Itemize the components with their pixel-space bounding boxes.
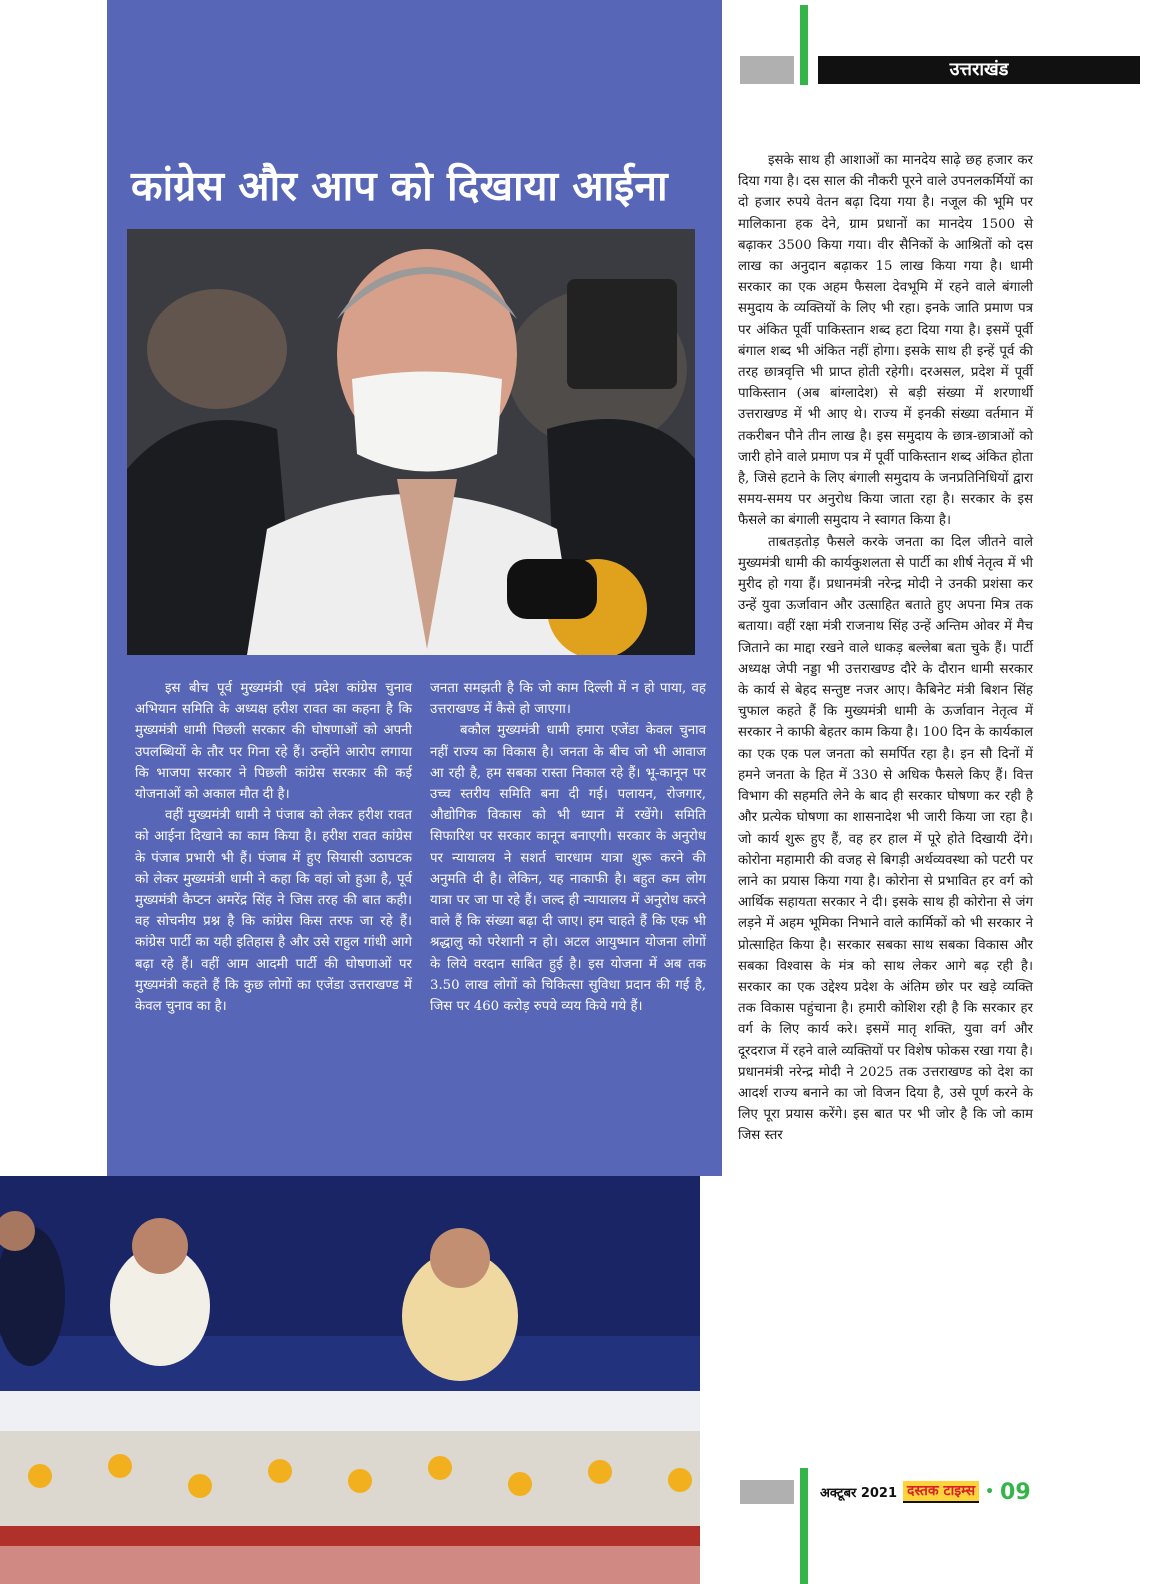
photo-stage-event-illustration xyxy=(0,1176,700,1584)
article-column-2 xyxy=(430,678,706,1017)
article-column-1 xyxy=(135,678,412,1017)
footer-green-rule xyxy=(800,1468,808,1584)
footer-separator: • xyxy=(985,1484,995,1500)
footer-date: अक्टूबर 2021 xyxy=(820,1486,898,1501)
col2-paragraph: बकौल मुख्यमंत्री धामी हमारा एजेंडा केवल चुनाव नहीं राज्य का विकास है। जनता के बीच जो भी आवाज आ रही है, हम सबका रास्ता निकाल रहे हैं। भू-कानून पर उच्च स्तरीय समिति बना दी गई। पलायन, रोजगार, औद्योगिक विकास को भी ध्यान में रखेंगे। समिति सिफारिश पर सरकार कानून बनाएगी। सरकार के अनुरोध पर न्यायालय ने सशर्त चारधाम यात्रा शुरू करने की अनुमति दी है। लेकिन, यह नाकाफी है। बहुत कम लोग यात्रा पर जा पा रहे हैं। जल्द ही न्यायालय में अनुरोध करने वाले हैं कि संख्या बढ़ा दी जाए। हम चाहते हैं कि एक भी श्रद्धालु को परेशानी न हो। अटल आयुष्मान योजना लोगों के लिये वरदान साबित हुई है। इस योजना में अब तक 3.50 लाख लोगों को चिकित्सा सुविधा प्रदान की गई है, जिस पर 460 करोड़ रुपये व्यय किये गये हैं। xyxy=(430,723,706,1015)
photo-leader-namaste-illustration xyxy=(127,229,695,655)
section-tag: उत्तराखंड xyxy=(818,56,1140,84)
photo-leader-namaste xyxy=(127,229,695,655)
footer-grey-block xyxy=(740,1480,794,1504)
col1-paragraph: वहीं मुख्यमंत्री धामी ने पंजाब को लेकर हरीश रावत को आईना दिखाने का काम किया है। हरीश रावत कांग्रेस के पंजाब प्रभारी भी हैं। पंजाब में हुए सियासी उठापटक को लेकर मुख्यमंत्री धामी ने कहा कि वहां जो हुआ है, पूर्व मुख्यमंत्री कैप्टन अमरेंद्र सिंह ने जिस तरह की बात कही। वह सोचनीय प्रश्न है कि कांग्रेस किस तरफ जा रहे हैं। कांग्रेस पार्टी का यही इतिहास है और उसे राहुल गांधी आगे बढ़ा रहे हैं। वहीं आम आदमी पार्टी की घोषणाओं पर मुख्यमंत्री कहते हैं कि कुछ लोगों का एजेंडा उत्तराखण्ड में केवल चुनाव का है। xyxy=(135,808,412,1015)
header-green-rule xyxy=(800,5,808,85)
col1-paragraph: इस बीच पूर्व मुख्यमंत्री एवं प्रदेश कांग्रेस चुनाव अभियान समिति के अध्यक्ष हरीश रावत का कहना है कि मुख्यमंत्री धामी पिछली सरकार की घोषणाओं को अपनी उपलब्धियों के तौर पर गिना रहे हैं। उन्होंने आरोप लगाया कि भाजपा सरकार ने पिछली कांग्रेस सरकार की कई योजनाओं को अकाल मौत दी है। xyxy=(135,681,412,803)
footer xyxy=(820,1480,1031,1504)
col2-paragraph: जनता समझती है कि जो काम दिल्ली में न हो पाया, वह उत्तराखण्ड में कैसे हो जाएगा। xyxy=(430,681,706,718)
col3-paragraph: इसके साथ ही आशाओं का मानदेय साढ़े छह हजार कर दिया गया है। दस साल की नौकरी पूरने वाले उपनलकर्मियों का दो हजार रुपये वेतन बढ़ा दिया गया है। नजूल की भूमि पर मालिकाना हक देने, ग्राम प्रधानों का मानदेय 1500 से बढ़ाकर 3500 किया गया। वीर सैनिकों के आश्रितों को दस लाख का अनुदान बढ़ाकर 15 लाख किया गया है। धामी सरकार का एक अहम फैसला देवभूमि में रहने वाले बंगाली समुदाय के व्यक्तियों के लिए भी रहा। इनके जाति प्रमाण पत्र पर अंकित पूर्वी पाकिस्तान शब्द हटा दिया गया है। इसमें पूर्वी बंगाल शब्द भी अंकित नहीं होगा। इसके साथ ही इन्हें पूर्व की तरह छात्रवृत्ति भी प्राप्त होती रहेगी। दरअसल, प्रदेश में पूर्वी पाकिस्तान (अब बांग्लादेश) से बड़ी संख्या में शरणार्थी उत्तराखण्ड में भी आए थे। राज्य में इनकी संख्या वर्तमान में तकरीबन पौने तीन लाख है। इस समुदाय के छात्र-छात्राओं को जारी होने वाले प्रमाण पत्र में पूर्वी पाकिस्तान शब्द अंकित होता है, जिसे हटाने के लिए बंगाली समुदाय के जनप्रतिनिधियों द्वारा समय-समय पर अनुरोध किया जाता रहा है। सरकार के इस फैसले का बंगाली समुदाय ने स्वागत किया है। xyxy=(738,153,1033,529)
page-number: 09 xyxy=(1000,1479,1031,1505)
article-headline: कांग्रेस और आप को दिखाया आईना xyxy=(131,162,668,210)
footer-magazine-name: दस्तक टाइम्स xyxy=(903,1481,979,1503)
photo-stage-event xyxy=(0,1176,700,1584)
article-column-3 xyxy=(738,150,1033,1147)
col3-paragraph: ताबतड़तोड़ फैसले करके जनता का दिल जीतने वाले मुख्यमंत्री धामी की कार्यकुशलता से पार्टी का शीर्ष नेतृत्व में भी मुरीद हो गया हैं। प्रधानमंत्री नरेन्द्र मोदी ने उनकी प्रशंसा कर उन्हें युवा ऊर्जावान और उत्साहित बताते हुए अपना मित्र तक बताया। वहीं रक्षा मंत्री राजनाथ सिंह उन्हें अन्तिम ओवर में मैच जिताने का माद्दा रखने वाले धाकड़ बल्लेबा बता चुके हैं। पार्टी अध्यक्ष जेपी नड्डा भी उत्तराखण्ड दौरे के दौरान धामी सरकार के कार्य से बेहद सन्तुष्ट नजर आए। कैबिनेट मंत्री बिशन सिंह चुफाल कहते हैं कि मुख्यमंत्री धामी के ऊर्जावान नेतृत्व में सरकार ने काफी बेहतर काम किया है। 100 दिन के कार्यकाल का एक एक पल जनता को समर्पित रहा है। इन सौ दिनों में हमने जनता के हित में 330 से अधिक फैसले किए हैं। वित्त विभाग की सहमति लेने के बाद ही सरकार घोषणा कर रही है और प्रत्येक घोषणा का शासनादेश भी जारी किया जा रहा है। जो कार्य शुरू हुए हैं, वह हर हाल में पूरे होते दिखायी देंगे। कोरोना महामारी की वजह से बिगड़ी अर्थव्यवस्था को पटरी पर लाने का प्रयास किया गया है। कोरोना से प्रभावित हर वर्ग को आर्थिक सहायता सरकार ने दी। इसके साथ ही कोरोना से जंग लड़ने में अहम भूमिका निभाने वाले कार्मिकों को भी सरकार ने प्रोत्साहित किया है। सरकार सबका साथ सबका विकास और सबका विश्वास के मंत्र को साथ लेकर आगे बढ़ रही है। सरकार का एक उद्देश्य प्रदेश के अंतिम छोर पर खड़े व्यक्ति तक विकास पहुंचाना है। हमारी कोशिश रही है कि सरकार हर वर्ग के लिए कार्य करे। इसमें मातृ शक्ति, युवा वर्ग और दूरदराज में रहने वाले व्यक्तियों पर विशेष फोकस रखा गया है। प्रधानमंत्री नरेन्द्र मोदी ने 2025 तक उत्तराखण्ड को देश का आदर्श राज्य बनाने का जो विजन दिया है, उसे पूर्ण करने के लिए पूरा प्रयास करेंगे। इस बात पर भी जोर है कि जो काम जिस स्तर xyxy=(738,534,1033,1144)
header-grey-block xyxy=(740,56,794,84)
